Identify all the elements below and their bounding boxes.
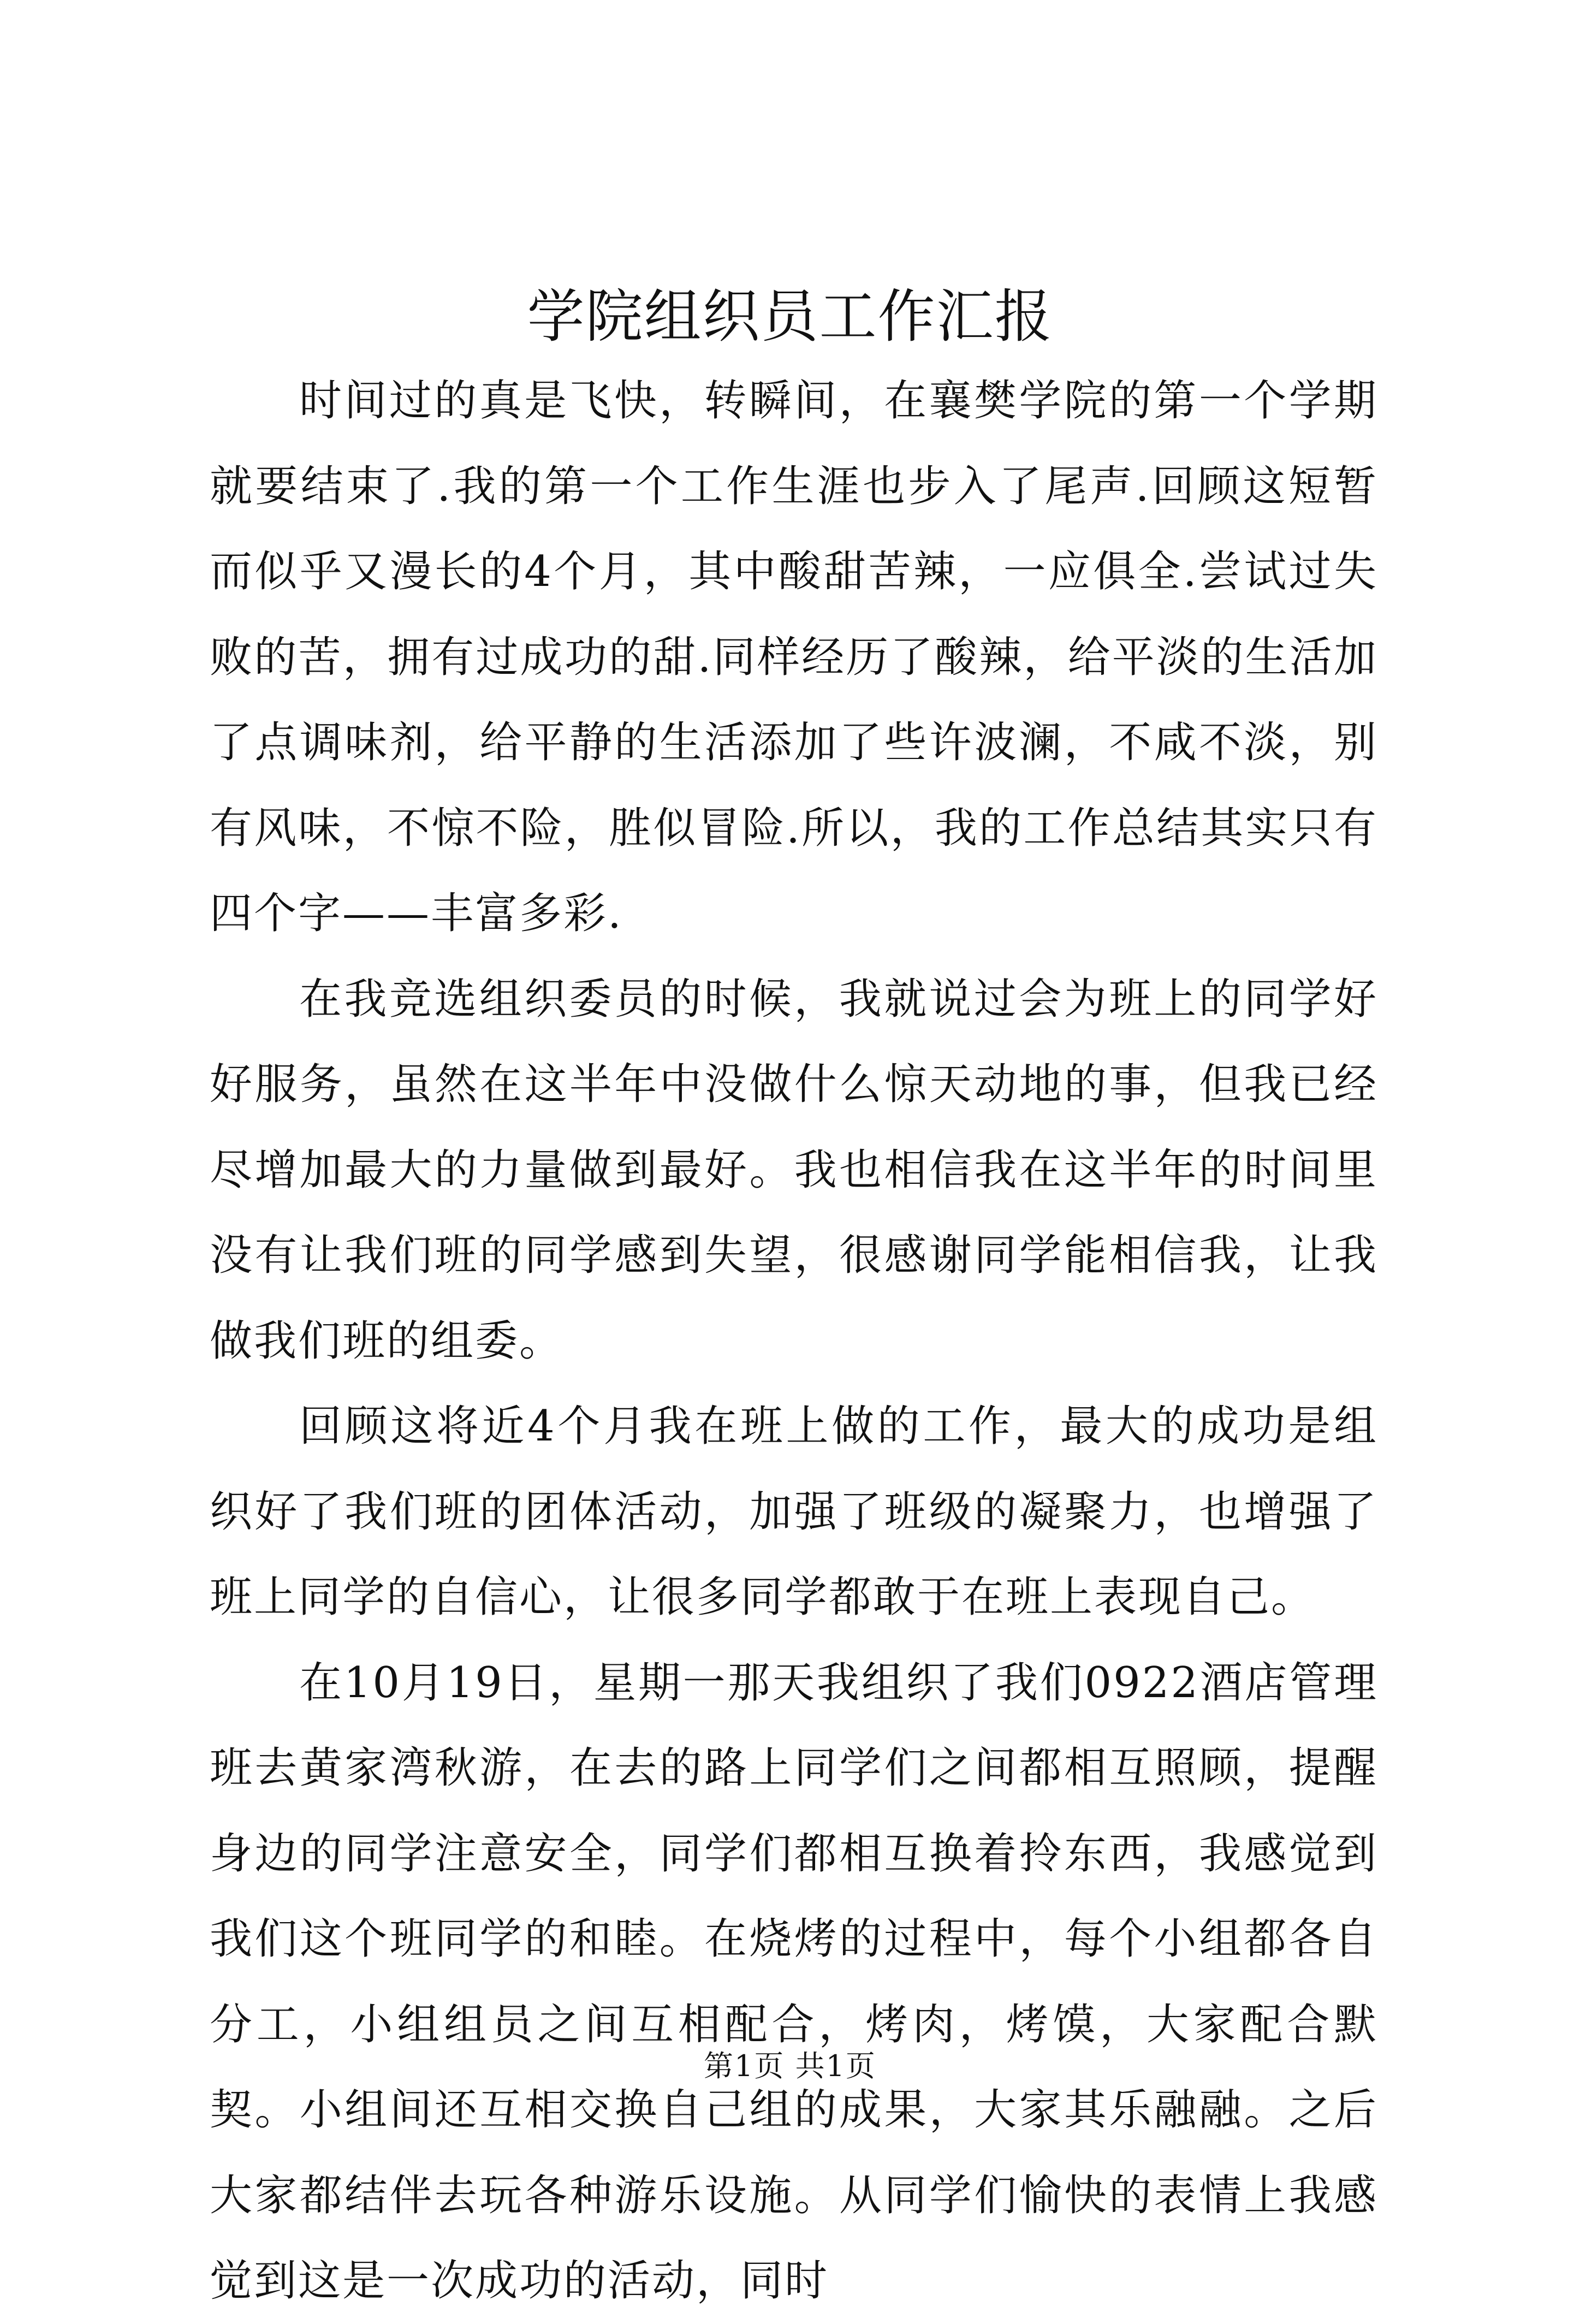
paragraph-1: 时间过的真是飞快，转瞬间，在襄樊学院的第一个学期就要结束了.我的第一个工作生涯也步入了尾声.回顾这短暂而似乎又漫长的4个月，其中酸甜苦辣，一应俱全.尝试过失败的苦，拥有过成功的甜.同样经历了酸辣，给平淡的生活加了点调味剂，给平静的生活添加了些许波澜，不咸不淡，别有风味，不惊不险，胜似冒险.所以，我的工作总结其实只有四个字——丰富多彩. xyxy=(210,376,1378,938)
paragraph-3: 回顾这将近4个月我在班上做的工作，最大的成功是组织好了我们班的团体活动，加强了班级的凝聚力，也增强了班上同学的自信心，让很多同学都敢于在班上表现自己。 xyxy=(210,1402,1378,1622)
paragraph-4: 在10月19日，星期一那天我组织了我们0922酒店管理班去黄家湾秋游，在去的路上同学们之间都相互照顾，提醒身边的同学注意安全，同学们都相互换着拎东西，我感觉到我们这个班同学的和睦。在烧烤的过程中，每个小组都各自分工，小组组员之间互相配合，烤肉，烤馍，大家配合默契。小组间还互相交换自己组的成果，大家其乐融融。之后大家都结伴去玩各种游乐设施。从同学们愉快的表情上我感觉到这是一次成功的活动，同时 xyxy=(210,1658,1378,2305)
document-body xyxy=(210,358,1378,2324)
paragraph-2: 在我竞选组织委员的时候，我就说过会为班上的同学好好服务，虽然在这半年中没做什么惊天动地的事，但我已经尽增加最大的力量做到最好。我也相信我在这半年的时间里没有让我们班的同学感到失望，很感谢同学能相信我，让我做我们班的组委。 xyxy=(210,974,1378,1366)
document-title: 学院组织员工作汇报 xyxy=(527,283,1053,350)
page-footer: 第1页 共1页 xyxy=(704,2049,876,2083)
